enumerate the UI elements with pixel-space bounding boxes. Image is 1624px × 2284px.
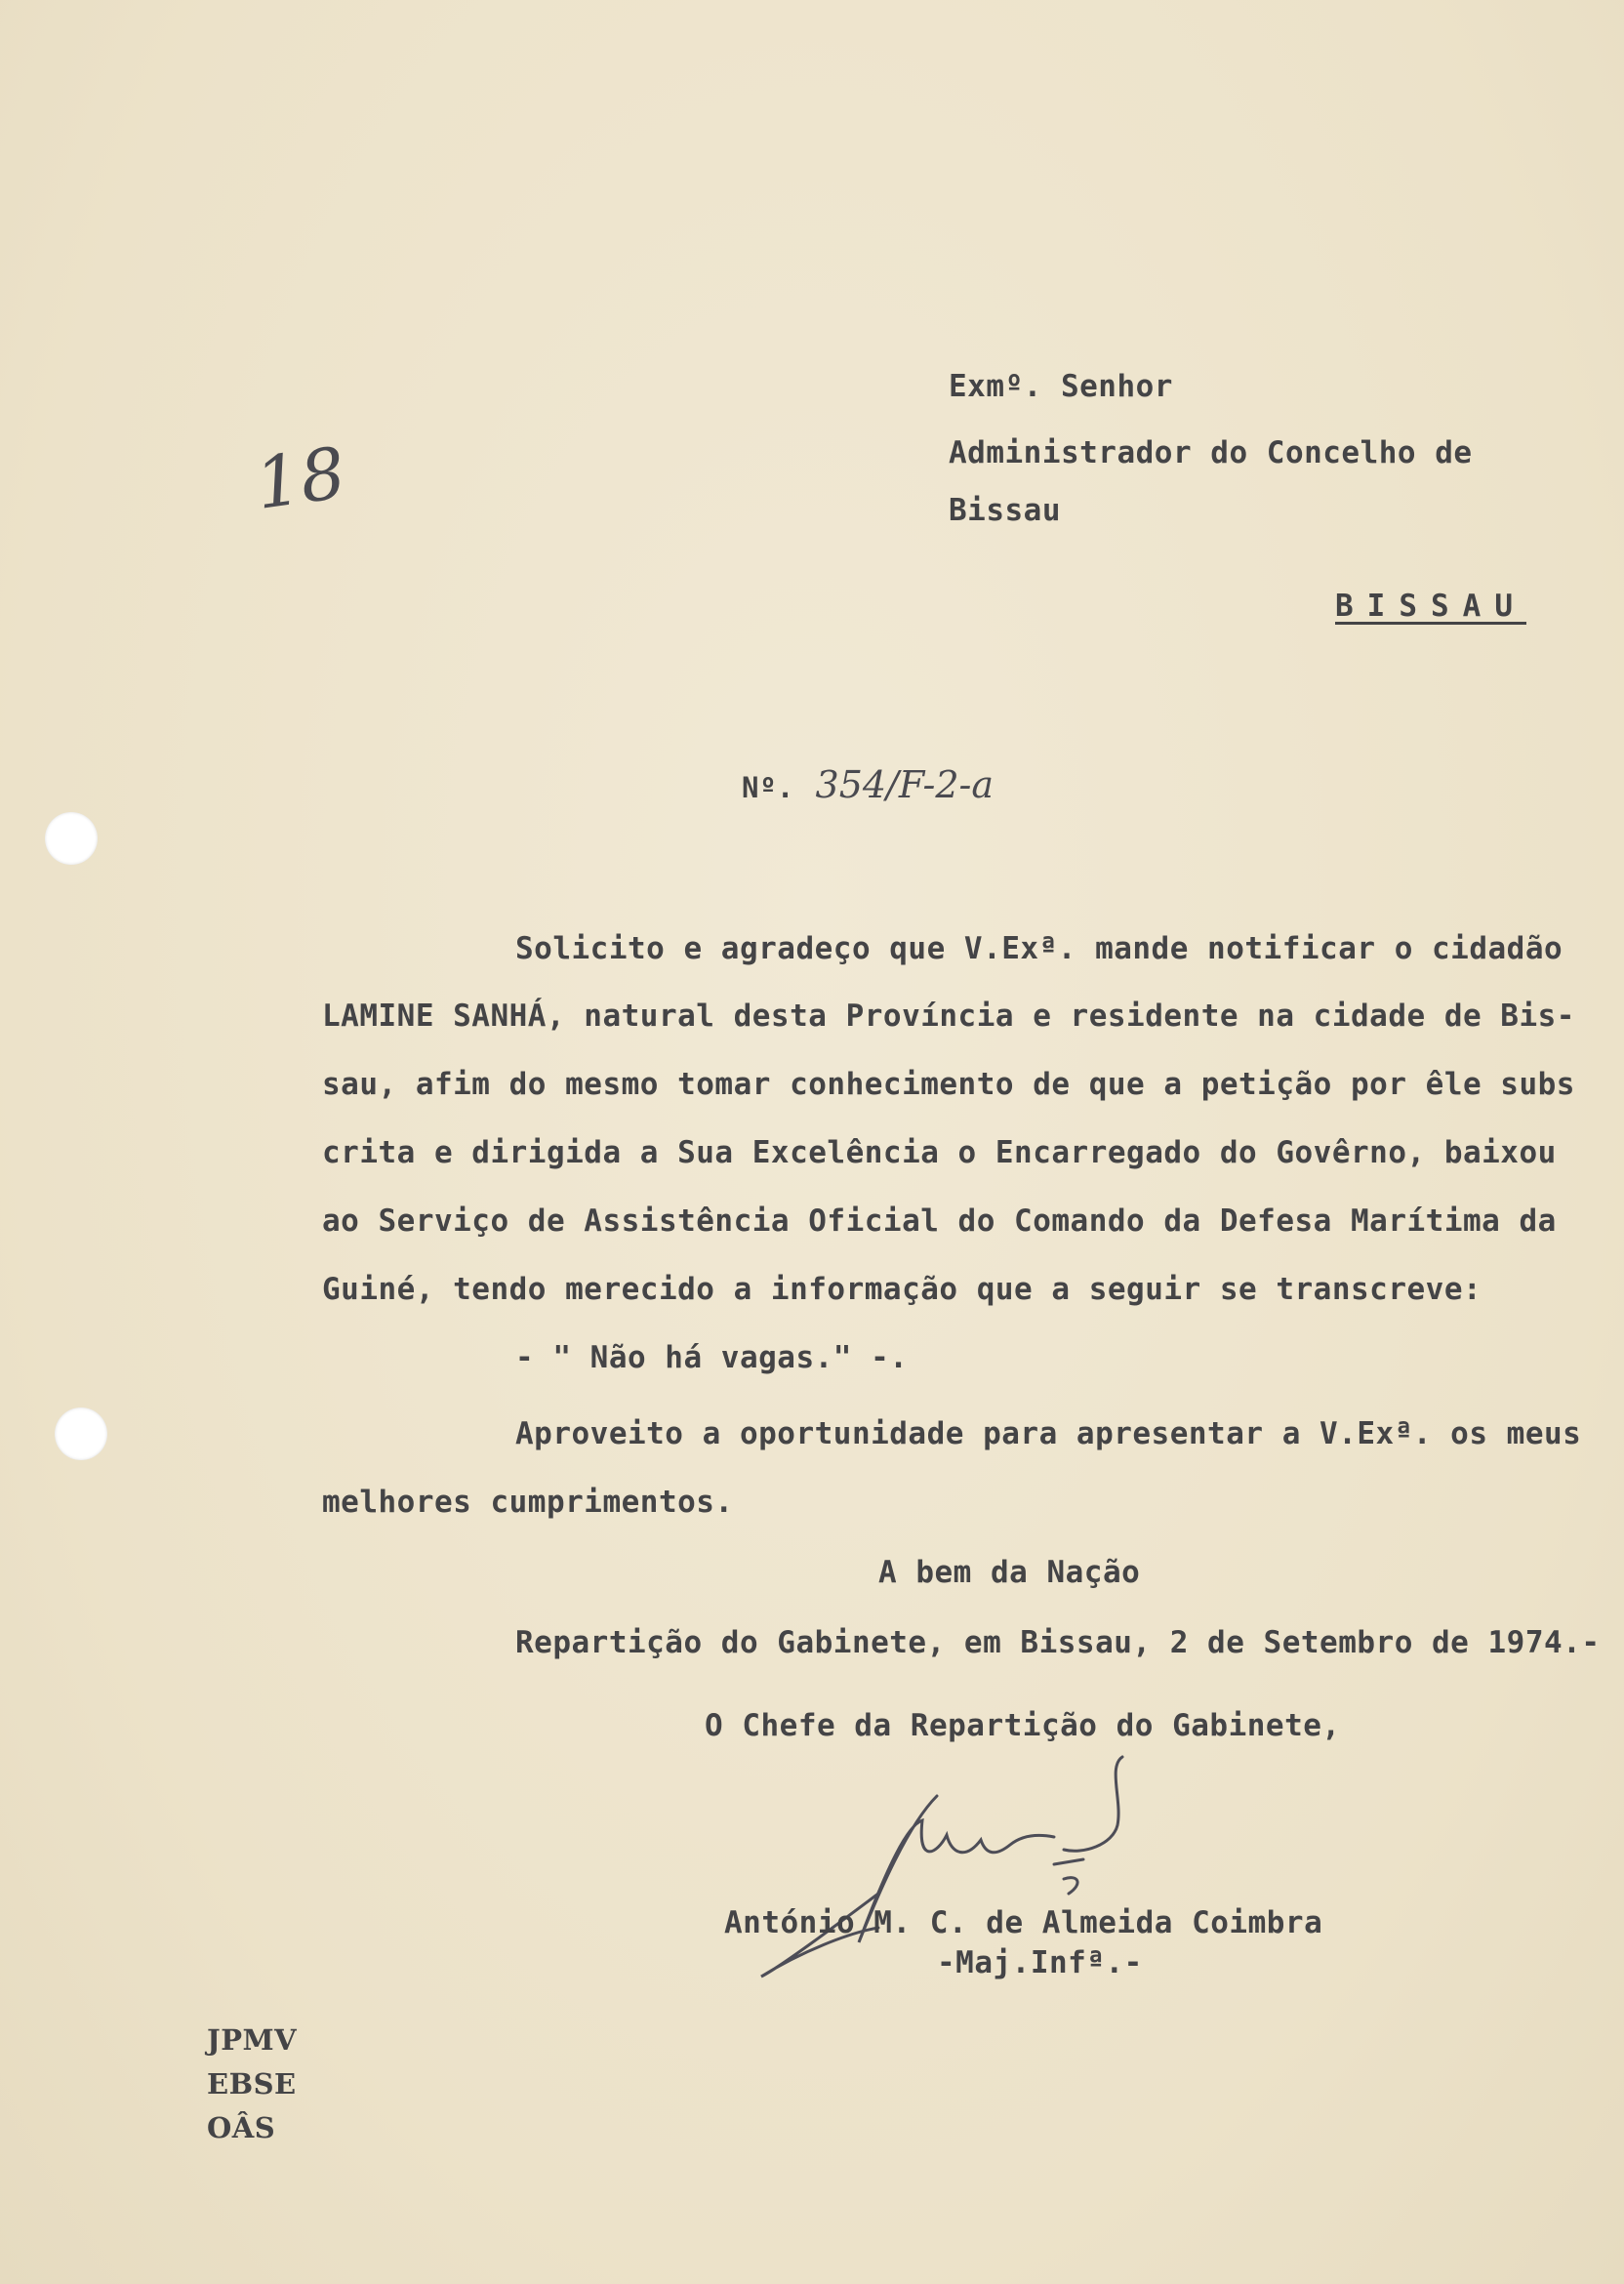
body-line-6: Guiné, tendo merecido a informação que a seguir se transcreve: (322, 1272, 1482, 1307)
signature-stroke-loop (1064, 1757, 1122, 1851)
signature-stroke-mark (1054, 1859, 1083, 1894)
page-mark: 18 (250, 431, 351, 525)
initials-2: EBSE (207, 2067, 297, 2100)
reference-prefix: Nº. (742, 771, 794, 804)
punch-hole-bottom (55, 1407, 107, 1460)
punch-hole-top (45, 812, 98, 865)
body-line-4: crita e dirigida a Sua Excelência o Encarregado do Govêrno, baixou (322, 1135, 1557, 1170)
reference-number (742, 763, 994, 806)
signer-name: António M. C. de Almeida Coimbra (724, 1905, 1323, 1940)
salutation: Exmº. Senhor (949, 369, 1173, 404)
closing-line-1: Aproveito a oportunidade para apresentar a V.Exª. os meus (515, 1416, 1582, 1451)
initials-3: OÂS (207, 2111, 276, 2144)
place-date: Repartição do Gabinete, em Bissau, 2 de Setembro de 1974.- (515, 1625, 1601, 1660)
body-line-3: sau, afim do mesmo tomar conhecimento de que a petição por êle subs (322, 1067, 1575, 1102)
quote-line: - " Não há vagas." -. (515, 1340, 909, 1375)
body-line-5: ao Serviço de Assistência Oficial do Comando da Defesa Marítima da (322, 1203, 1557, 1239)
signer-rank: -Maj.Infª.- (937, 1945, 1143, 1980)
valediction: A bem da Nação (878, 1555, 1141, 1590)
addressee-city: BISSAU (1335, 589, 1526, 624)
body-line-1: Solicito e agradeço que V.Exª. mande notificar o cidadão (515, 931, 1563, 966)
addressee-line1: Administrador do Concelho de (949, 435, 1473, 470)
addressee-line2: Bissau (949, 493, 1061, 528)
reference-handwritten: 354/F-2-a (815, 763, 995, 806)
closing-line-2: melhores cumprimentos. (322, 1485, 734, 1520)
signer-title: O Chefe da Repartição do Gabinete, (705, 1708, 1341, 1743)
body-line-2: LAMINE SANHÁ, natural desta Província e residente na cidade de Bis- (322, 999, 1575, 1034)
initials-1: JPMV (207, 2023, 298, 2057)
